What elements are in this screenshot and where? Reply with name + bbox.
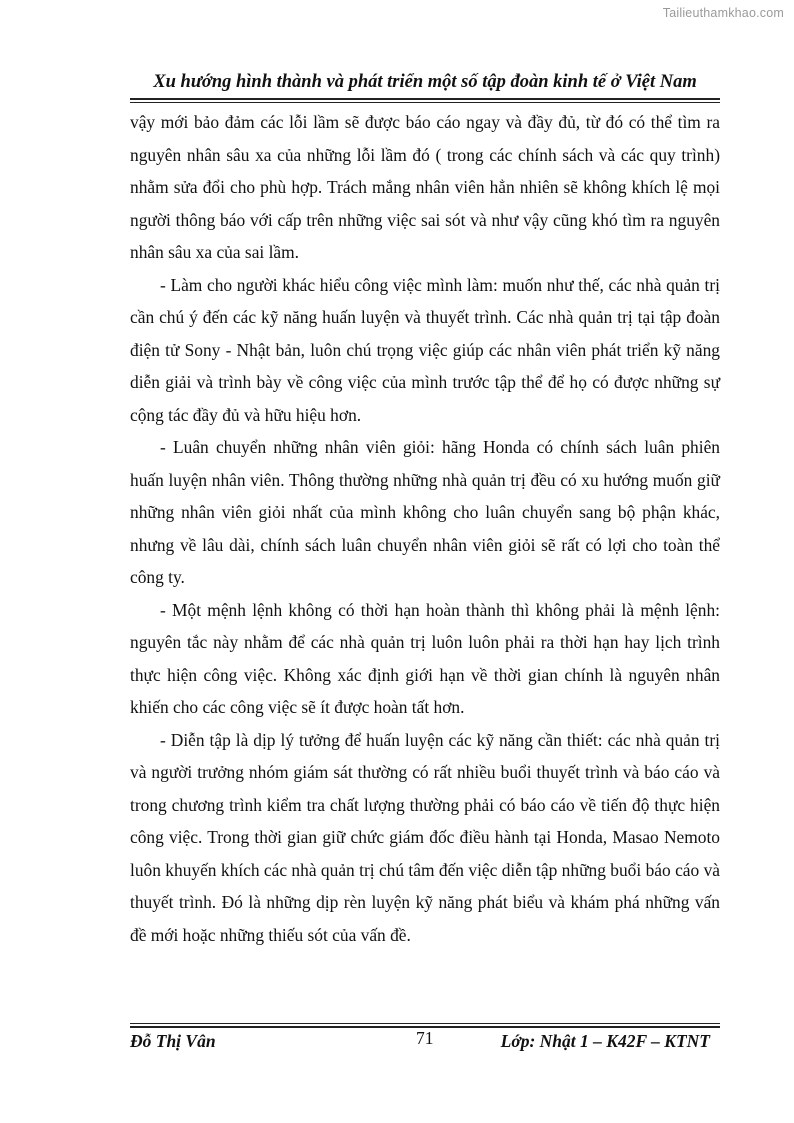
page-footer — [130, 1028, 720, 1054]
footer-rule-thin — [130, 1023, 720, 1024]
footer-class-info: Lớp: Nhật 1 – K42F – KTNT — [500, 1031, 710, 1051]
header-rule-thick — [130, 98, 720, 100]
paragraph-3: - Luân chuyển những nhân viên giỏi: hãng Honda có chính sách luân phiên huấn luyện nhân viên. Thông thường những nhà quản trị đều có xu hướng muốn giữ những nhân viên giỏi nhất của mình không cho luân chuyển sang bộ phận khác, nhưng về lâu dài, chính sách luân chuyển nhân viên giỏi sẽ rất có lợi cho toàn thể công ty. — [130, 437, 720, 587]
watermark-text: Tailieuthamkhao.com — [662, 6, 784, 20]
page-header-title: Xu hướng hình thành và phát triển một số tập đoàn kinh tế ở Việt Nam — [153, 72, 697, 92]
paragraph-1: vậy mới bảo đảm các lỗi lầm sẽ được báo cáo ngay và đầy đủ, từ đó có thể tìm ra nguyên nhân sâu xa của những lỗi lầm đó ( trong các chính sách và các quy trình) nhằm sửa đổi cho phù hợp. Trách mắng nhân viên hẳn nhiên sẽ không khích lệ mọi người thông báo với cấp trên những việc sai sót và như vậy cũng khó tìm ra nguyên nhân sâu xa của sai lầm. — [130, 112, 720, 262]
header-rule-thin — [130, 102, 720, 103]
paragraph-4: - Một mệnh lệnh không có thời hạn hoàn thành thì không phải là mệnh lệnh: nguyên tắc này nhằm để các nhà quản trị luôn luôn phải ra thời hạn hay lịch trình thực hiện công việc. Không xác định giới hạn về thời gian chính là nguyên nhân khiến cho các công việc sẽ ít được hoàn tất hơn. — [130, 599, 720, 717]
footer-author: Đỗ Thị Vân — [130, 1031, 216, 1051]
body-content — [130, 106, 720, 951]
paragraph-5: - Diễn tập là dịp lý tưởng để huấn luyện các kỹ năng cần thiết: các nhà quản trị và người trưởng nhóm giám sát thường có rất nhiều buổi thuyết trình và báo cáo và trong chương trình kiểm tra chất lượng thường phải có báo cáo về tiến độ thực hiện công việc. Trong thời gian giữ chức giám đốc điều hành tại Honda, Masao Nemoto luôn khuyến khích các nhà quản trị chú tâm đến việc diễn tập những buổi báo cáo và thuyết trình. Đó là những dịp rèn luyện kỹ năng phát biểu và khám phá những vấn đề mới hoặc những thiếu sót của vấn đề. — [130, 729, 720, 945]
page-number: 71 — [416, 1028, 434, 1048]
paragraph-2: - Làm cho người khác hiểu công việc mình làm: muốn như thế, các nhà quản trị cần chú ý đến các kỹ năng huấn luyện và thuyết trình. Các nhà quản trị tại tập đoàn điện tử Sony - Nhật bản, luôn chú trọng việc giúp các nhân viên phát triển kỹ năng diễn giải và trình bày về công việc của mình trước tập thể để họ có được những sự cộng tác đầy đủ và hữu hiệu hơn. — [130, 274, 720, 425]
